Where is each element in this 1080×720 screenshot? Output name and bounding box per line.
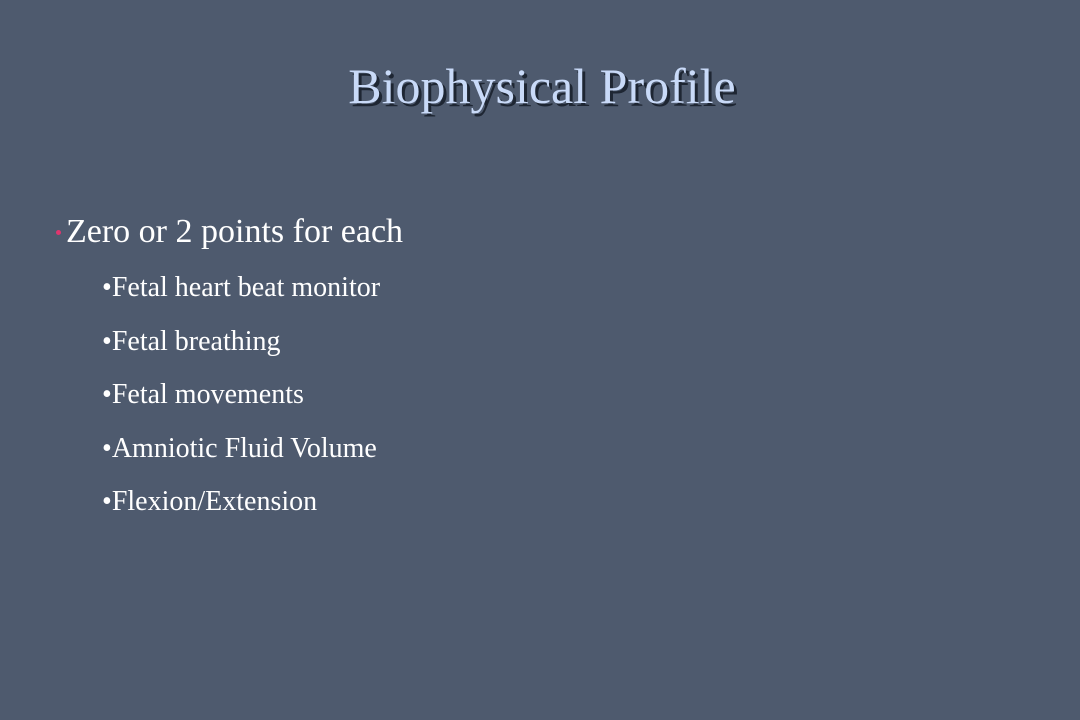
bullet-icon: •: [102, 432, 112, 464]
list-item-text: Fetal movements: [111, 379, 304, 410]
bullet-dot-icon: [56, 230, 61, 235]
bullet-icon: •: [102, 486, 112, 517]
main-bullet-point: [56, 210, 403, 254]
list-item-text: Flexion/Extension: [111, 486, 318, 517]
list-item-text: Fetal heart beat monitor: [111, 272, 381, 303]
list-item: [102, 266, 380, 320]
list-item-text: Amniotic Fluid Volume: [111, 432, 377, 464]
list-item-text: Fetal breathing: [111, 325, 281, 357]
bullet-icon: •: [102, 379, 112, 410]
list-item: [102, 427, 380, 481]
slide-title: Biophysical Profile: [348, 58, 736, 114]
sub-bullet-list: [102, 266, 380, 534]
bullet-icon: •: [102, 272, 112, 303]
bullet-icon: •: [102, 325, 112, 357]
list-item: [102, 373, 380, 427]
list-item: [102, 480, 380, 534]
list-item: [102, 320, 380, 374]
main-point-text: Zero or 2 points for each: [66, 213, 404, 250]
